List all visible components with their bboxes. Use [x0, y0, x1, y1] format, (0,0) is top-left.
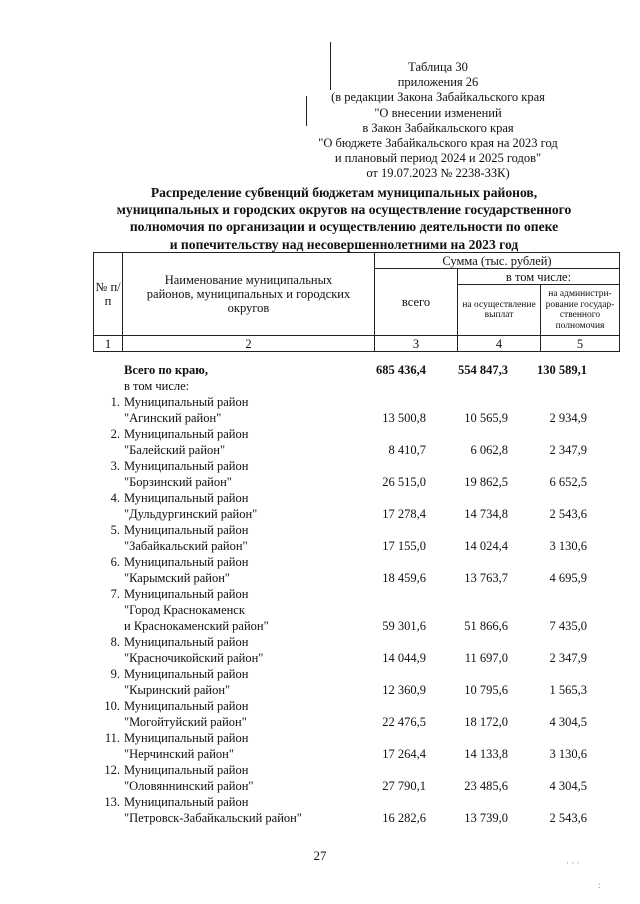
- title-line: полномочия по организации и осуществлению деятельности по опеке: [129, 219, 559, 235]
- row-name: Муниципальный район: [124, 763, 249, 777]
- table-row: [93, 554, 591, 570]
- row-name: Муниципальный район: [124, 523, 249, 537]
- row-value-all: 16 282,6: [382, 811, 426, 825]
- row-name: Муниципальный район: [124, 427, 249, 441]
- row-value-payments: 14 133,8: [464, 747, 508, 761]
- row-value-admin: 2 543,6: [549, 507, 587, 521]
- total-value-payments: 554 847,3: [458, 363, 508, 377]
- title-line: муниципальных и городских округов на осуществление государственного: [116, 202, 572, 218]
- row-value-all: 17 264,4: [382, 747, 426, 761]
- table-row: [93, 538, 591, 554]
- row-value-payments: 19 862,5: [464, 475, 508, 489]
- row-value-all: 22 476,5: [382, 715, 426, 729]
- table-row: [93, 394, 591, 410]
- row-number: 12.: [104, 763, 120, 777]
- row-name: "Забайкальский район": [124, 539, 248, 553]
- row-name: "Балейский район": [124, 443, 226, 457]
- table-row: [93, 426, 591, 442]
- row-value-payments: 14 024,4: [464, 539, 508, 553]
- row-value-admin: 3 130,6: [549, 747, 587, 761]
- table-row: [93, 586, 591, 602]
- header-num: № п/п: [94, 253, 123, 336]
- row-name: "Нерчинский район": [124, 747, 234, 761]
- total-value-all: 685 436,4: [376, 363, 426, 377]
- table-row: [93, 618, 591, 634]
- header-total: всего: [375, 269, 458, 336]
- header-sum: Сумма (тыс. рублей): [375, 253, 620, 269]
- total-sublabel: в том числе:: [124, 379, 190, 393]
- table-row: [93, 698, 591, 714]
- row-number: 7.: [110, 587, 120, 601]
- row-value-payments: 10 565,9: [464, 411, 508, 425]
- table-row: [93, 666, 591, 682]
- total-label: Всего по краю,: [124, 363, 208, 377]
- row-number: 3.: [110, 459, 120, 473]
- title-line: Распределение субвенций бюджетам муниципальных районов,: [150, 185, 538, 200]
- row-number: 2.: [110, 427, 120, 441]
- table-row: [93, 490, 591, 506]
- header-sub2: на администри- рование государ- ственного полномочия: [541, 285, 620, 336]
- row-name: "Кыринский район": [124, 683, 231, 697]
- table-row: [93, 442, 591, 458]
- row-value-payments: 10 795,6: [464, 683, 508, 697]
- row-number: 8.: [110, 635, 120, 649]
- table-row: [93, 746, 591, 762]
- table-row: [93, 634, 591, 650]
- row-name: Муниципальный район: [124, 587, 249, 601]
- row-value-admin: 2 543,6: [549, 811, 587, 825]
- row-name: Муниципальный район: [124, 731, 249, 745]
- row-value-all: 59 301,6: [382, 619, 426, 633]
- row-name: Муниципальный район: [124, 699, 249, 713]
- table-row: [93, 570, 591, 586]
- row-value-payments: 14 734,8: [464, 507, 508, 521]
- row-value-admin: 2 347,9: [549, 651, 587, 665]
- scan-mark: · · ·: [566, 858, 580, 868]
- row-name: "Петровск-Забайкальский район": [124, 811, 302, 825]
- row-name: Муниципальный район: [124, 635, 249, 649]
- total-row: [93, 362, 591, 378]
- row-number: 13.: [104, 795, 120, 809]
- row-name: Муниципальный район: [124, 395, 249, 409]
- title-line: и попечительству над несовершеннолетними на 2023 год: [169, 236, 519, 252]
- row-name: "Оловяннинский район": [124, 779, 254, 793]
- row-number: 6.: [110, 555, 120, 569]
- row-value-all: 17 155,0: [382, 539, 426, 553]
- row-value-payments: 51 866,6: [464, 619, 508, 633]
- col-number: 3: [375, 336, 458, 352]
- ref-line: приложения 26: [397, 75, 479, 90]
- ref-line: в Закон Забайкальского края: [362, 120, 514, 135]
- col-number: 4: [458, 336, 541, 352]
- table-row: [93, 794, 591, 810]
- ref-line: и плановый период 2024 и 2025 годов": [334, 151, 542, 166]
- row-value-payments: 18 172,0: [464, 715, 508, 729]
- table-row: [93, 714, 591, 730]
- row-value-admin: 7 435,0: [549, 619, 587, 633]
- row-value-all: 13 500,8: [382, 411, 426, 425]
- row-value-all: 18 459,6: [382, 571, 426, 585]
- row-name: Муниципальный район: [124, 491, 249, 505]
- row-name: "Могойтуйский район": [124, 715, 247, 729]
- table-header: [93, 252, 620, 352]
- row-number: 10.: [104, 699, 120, 713]
- total-sublabel-row: [93, 378, 591, 394]
- ref-line: Таблица 30: [408, 60, 468, 74]
- row-value-admin: 2 347,9: [549, 443, 587, 457]
- table-row: [93, 522, 591, 538]
- row-value-payments: 13 763,7: [464, 571, 508, 585]
- row-value-admin: 6 652,5: [549, 475, 587, 489]
- page-number: 27: [313, 848, 327, 863]
- scan-mark: :: [598, 880, 601, 890]
- table-body: [93, 362, 591, 826]
- col-number: 2: [123, 336, 375, 352]
- table-row: [93, 602, 591, 618]
- total-value-admin: 130 589,1: [537, 363, 587, 377]
- row-value-all: 8 410,7: [388, 443, 426, 457]
- row-name: Муниципальный район: [124, 459, 249, 473]
- row-value-admin: 4 304,5: [549, 715, 587, 729]
- row-value-admin: 2 934,9: [549, 411, 587, 425]
- col-number: 1: [94, 336, 123, 352]
- table-row: [93, 458, 591, 474]
- table-row: [93, 730, 591, 746]
- ref-line: "О бюджете Забайкальского края на 2023 год: [318, 136, 558, 151]
- header-sub1: на осуществление выплат: [458, 285, 541, 336]
- row-number: 9.: [110, 667, 120, 681]
- table-row: [93, 650, 591, 666]
- row-number: 1.: [110, 395, 120, 409]
- ref-line: "О внесении изменений: [374, 105, 502, 120]
- row-value-all: 26 515,0: [382, 475, 426, 489]
- row-name: "Карымский район": [124, 571, 231, 585]
- document-title: [94, 184, 594, 253]
- row-name: "Агинский район": [124, 411, 222, 425]
- row-name: Муниципальный район: [124, 555, 249, 569]
- col-number: 5: [541, 336, 620, 352]
- row-value-payments: 11 697,0: [464, 651, 508, 665]
- row-name: "Борзинский район": [124, 475, 232, 489]
- table-row: [93, 762, 591, 778]
- ref-line: от 19.07.2023 № 2238-ЗЗК): [366, 166, 510, 181]
- table-row: [93, 810, 591, 826]
- row-value-admin: 4 695,9: [549, 571, 587, 585]
- row-name: "Дульдургинский район": [124, 507, 258, 521]
- row-number: 5.: [110, 523, 120, 537]
- ref-line: (в редакции Закона Забайкальского края: [331, 90, 545, 105]
- row-name: и Краснокаменский район": [124, 619, 269, 633]
- row-value-payments: 13 739,0: [464, 811, 508, 825]
- header-including: в том числе:: [458, 269, 620, 285]
- row-value-all: 17 278,4: [382, 507, 426, 521]
- row-value-all: 12 360,9: [382, 683, 426, 697]
- table-row: [93, 682, 591, 698]
- row-value-all: 27 790,1: [382, 779, 426, 793]
- row-value-payments: 23 485,6: [464, 779, 508, 793]
- row-number: 4.: [110, 491, 120, 505]
- row-name: Муниципальный район: [124, 795, 249, 809]
- reference-block: [300, 60, 576, 182]
- table-row: [93, 506, 591, 522]
- row-number: 11.: [104, 731, 120, 745]
- table-row: [93, 778, 591, 794]
- row-value-admin: 4 304,5: [549, 779, 587, 793]
- row-value-admin: 3 130,6: [549, 539, 587, 553]
- row-value-admin: 1 565,3: [549, 683, 587, 697]
- table-row: [93, 474, 591, 490]
- header-name: Наименование муниципальных районов, муниципальных и городских округов: [123, 253, 375, 336]
- row-value-all: 14 044,9: [382, 651, 426, 665]
- row-name: "Красночикойский район": [124, 651, 264, 665]
- row-name: Муниципальный район: [124, 667, 249, 681]
- row-value-payments: 6 062,8: [470, 443, 508, 457]
- table-row: [93, 410, 591, 426]
- row-name: "Город Краснокаменск: [124, 603, 245, 617]
